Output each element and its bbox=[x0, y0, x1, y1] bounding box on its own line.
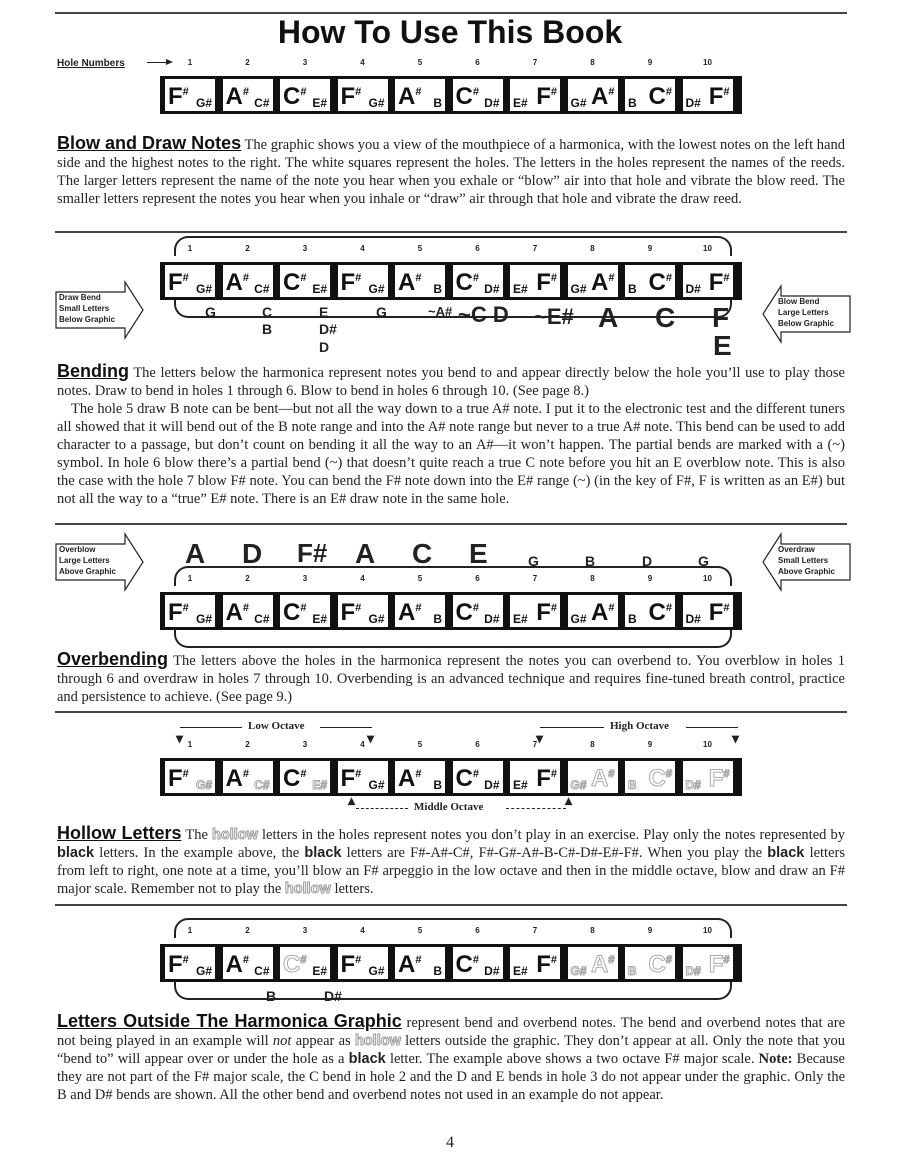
draw-note-3: E# bbox=[312, 612, 327, 626]
harmonica-comb bbox=[160, 262, 742, 300]
blow-note-8: A# bbox=[591, 765, 615, 792]
hole-number-3: 3 bbox=[302, 574, 308, 583]
hole-number-2: 2 bbox=[245, 244, 250, 253]
draw-note-6: D# bbox=[484, 964, 500, 978]
draw-note-6: D# bbox=[484, 282, 500, 296]
overdraw-hole7: G bbox=[528, 553, 539, 569]
hole-number-5: 5 bbox=[417, 58, 423, 67]
hole-number-2: 2 bbox=[245, 574, 250, 583]
blow-note-10: F# bbox=[708, 83, 730, 110]
blow-note-4: F# bbox=[340, 599, 362, 626]
hole-6 bbox=[453, 761, 503, 793]
hole-number-9: 9 bbox=[647, 926, 653, 935]
blow-note-5: A# bbox=[398, 83, 422, 110]
blow-note-10: F# bbox=[708, 269, 730, 296]
hollow-text-c: letters. In the example above, the bbox=[94, 845, 305, 861]
bend-shown-b: B bbox=[266, 988, 277, 1004]
blow-note-7: F# bbox=[536, 269, 557, 296]
blow-note-6: C# bbox=[455, 765, 479, 792]
blow-note-9: C# bbox=[648, 269, 672, 296]
hole-10 bbox=[683, 79, 733, 111]
draw-note-4: G# bbox=[368, 964, 385, 978]
blow-note-6: C# bbox=[455, 599, 479, 626]
blow-note-1: F# bbox=[168, 765, 189, 792]
blow-note-5: A# bbox=[398, 951, 422, 978]
rule-1 bbox=[55, 231, 847, 233]
outside-text-e: Because they are not part of the F# major scale, the C bend in hole 2 and the D and E bends in hole 3 do not appear under the graphic. Only the B and D# bends are shown. All the other bend and overbend notes not used in an example do not appear. bbox=[57, 1051, 845, 1103]
overdraw-label-1: Overdraw bbox=[778, 545, 815, 554]
blow-note-4: F# bbox=[340, 951, 362, 978]
bend-hole6: ~C D bbox=[458, 302, 509, 327]
blow-draw-heading: Blow and Draw Notes bbox=[57, 133, 242, 153]
hole-number-6: 6 bbox=[475, 58, 480, 67]
hollow-paragraph bbox=[57, 824, 845, 898]
blow-note-8: A# bbox=[591, 951, 615, 978]
low-octave-label: Low Octave bbox=[248, 720, 305, 732]
blow-note-1: F# bbox=[168, 599, 189, 626]
draw-note-1: G# bbox=[195, 282, 212, 296]
hole-number-8: 8 bbox=[590, 574, 595, 583]
hollow-text-a: The bbox=[181, 827, 212, 843]
harmonica-graphic-outside bbox=[160, 926, 742, 984]
draw-note-1: G# bbox=[195, 964, 212, 978]
hole-9 bbox=[625, 265, 675, 297]
hole-7 bbox=[510, 79, 560, 111]
hole-9 bbox=[625, 761, 675, 793]
hole-number-1: 1 bbox=[187, 574, 193, 583]
hole-number-4: 4 bbox=[360, 740, 365, 749]
draw-note-4: G# bbox=[368, 282, 385, 296]
harmonica-comb bbox=[160, 758, 742, 796]
hole-4 bbox=[338, 595, 388, 627]
hole-number-8: 8 bbox=[590, 740, 595, 749]
overdraw-hole8: B bbox=[585, 553, 596, 569]
hole-number-7: 7 bbox=[532, 244, 538, 253]
black-word-1: black bbox=[57, 845, 95, 861]
overblow-hole3: F# bbox=[297, 538, 328, 568]
draw-note-3: E# bbox=[312, 964, 327, 978]
hole-3 bbox=[280, 265, 330, 297]
black-word-4: black bbox=[348, 1051, 386, 1067]
overblow-hole2: D bbox=[242, 538, 263, 569]
hole-1 bbox=[165, 761, 215, 793]
hole-3 bbox=[280, 79, 330, 111]
hole-number-8: 8 bbox=[590, 58, 595, 67]
blow-note-10: F# bbox=[708, 599, 730, 626]
hollow-word-2: hollow bbox=[284, 881, 331, 897]
draw-note-4: G# bbox=[368, 96, 385, 110]
hole-number-1: 1 bbox=[187, 58, 193, 67]
outside-heading: Letters Outside The Harmonica Graphic bbox=[57, 1011, 402, 1031]
hollow-text-e: letters from left to right, one note at a time, you’ll blow an F# arpeggio in the low octave and then in the middle octave, blow and draw an F# major scale. Remember not to play the bbox=[57, 845, 845, 897]
hole-1 bbox=[165, 79, 215, 111]
bending-paragraph-1 bbox=[57, 362, 845, 400]
harmonica-comb bbox=[160, 592, 742, 630]
draw-note-6: D# bbox=[484, 612, 500, 626]
overdraw-hole10: G bbox=[698, 553, 709, 569]
draw-note-5: B bbox=[433, 964, 442, 978]
hole-10 bbox=[683, 265, 733, 297]
overbending-paragraph bbox=[57, 650, 845, 706]
rule-4 bbox=[55, 904, 847, 906]
hole-4 bbox=[338, 761, 388, 793]
hole-6 bbox=[453, 947, 503, 979]
draw-bend-label-3: Below Graphic bbox=[59, 315, 116, 324]
hole-number-7: 7 bbox=[532, 58, 538, 67]
hole-number-8: 8 bbox=[590, 244, 595, 253]
hole-10 bbox=[683, 761, 733, 793]
overdraw-label-2: Small Letters bbox=[778, 556, 829, 565]
hole-7 bbox=[510, 265, 560, 297]
hole-number-5: 5 bbox=[417, 574, 423, 583]
overblow-label-3: Above Graphic bbox=[59, 567, 116, 576]
blow-note-10: F# bbox=[708, 951, 730, 978]
blow-draw-text: The graphic shows you a view of the mouthpiece of a harmonica, with the lowest notes on the left hand side and the highest notes to the right. The white squares represent the holes. The letters in the holes represent the names of the reeds. The larger letters represent the name of the note you hear when you exhale or “blow” air into that hole and vibrate the blow reed. The smaller letters represent the notes you hear when you inhale or “draw” air through that hole and vibrate the draw reed. bbox=[57, 137, 845, 207]
hole-number-5: 5 bbox=[417, 740, 423, 749]
hole-8 bbox=[568, 79, 618, 111]
draw-note-1: G# bbox=[195, 778, 212, 792]
harmonica-cover-bottom bbox=[174, 300, 732, 318]
bend-hole2-b: B bbox=[262, 321, 273, 337]
harmonica-graphic-basic bbox=[160, 58, 742, 116]
draw-note-10: D# bbox=[685, 964, 701, 978]
blow-note-7: F# bbox=[536, 599, 557, 626]
blow-note-4: F# bbox=[340, 83, 362, 110]
overbending-text: The letters above the holes in the harmonica represent the notes you can overbend to. You overblow in holes 1 through 6 and overdraw in holes 7 through 10. Overbending is an advanced technique and requires fine-tuned breath control, practice and persistence to achieve. (See page 9.) bbox=[57, 653, 845, 705]
hole-2 bbox=[223, 79, 273, 111]
hole-2 bbox=[223, 595, 273, 627]
hole-5 bbox=[395, 761, 445, 793]
draw-note-7: E# bbox=[513, 778, 528, 792]
blow-note-2: A# bbox=[225, 951, 249, 978]
hole-4 bbox=[338, 265, 388, 297]
hole-5 bbox=[395, 947, 445, 979]
hole-8 bbox=[568, 595, 618, 627]
hole-4 bbox=[338, 79, 388, 111]
draw-note-3: E# bbox=[312, 778, 327, 792]
harmonica-cover-bottom bbox=[174, 982, 732, 1000]
blow-note-8: A# bbox=[591, 269, 615, 296]
outside-text-a: represent bend and overbend notes. The bend and overbend notes that are not being played in an example will bbox=[57, 1015, 845, 1049]
blow-note-6: C# bbox=[455, 269, 479, 296]
hole-number-6: 6 bbox=[475, 574, 480, 583]
hole-number-8: 8 bbox=[590, 926, 595, 935]
black-word-3: black bbox=[767, 845, 805, 861]
hole-number-4: 4 bbox=[360, 244, 365, 253]
draw-note-8: G# bbox=[570, 96, 587, 110]
hole-number-2: 2 bbox=[245, 740, 250, 749]
hole-9 bbox=[625, 947, 675, 979]
bend-hole10: F bbox=[712, 302, 730, 333]
draw-note-3: E# bbox=[312, 96, 327, 110]
overblow-hole4: A bbox=[355, 538, 376, 569]
hole-3 bbox=[280, 595, 330, 627]
blow-note-7: F# bbox=[536, 83, 557, 110]
hole-number-7: 7 bbox=[532, 740, 538, 749]
hole-5 bbox=[395, 265, 445, 297]
outside-text-d: letter. The example above shows a two octave F# major scale. bbox=[385, 1051, 759, 1067]
high-octave-label: High Octave bbox=[610, 720, 669, 732]
blow-note-5: A# bbox=[398, 269, 422, 296]
blow-note-2: A# bbox=[225, 269, 249, 296]
hole-number-10: 10 bbox=[703, 926, 712, 935]
harmonica-comb bbox=[160, 76, 742, 114]
draw-note-6: D# bbox=[484, 96, 500, 110]
blow-note-3: C# bbox=[283, 951, 307, 978]
hole-number-4: 4 bbox=[360, 58, 365, 67]
draw-bend-arrow bbox=[55, 280, 141, 336]
hole-5 bbox=[395, 79, 445, 111]
hole-number-1: 1 bbox=[187, 244, 193, 253]
outside-paragraph bbox=[57, 1012, 845, 1104]
outside-text-c: letters outside the graphic. They don’t appear at all. Only the note that you “bend to” will appear over or under the hole as a bbox=[57, 1033, 846, 1067]
blow-note-3: C# bbox=[283, 83, 307, 110]
blow-note-2: A# bbox=[225, 765, 249, 792]
hole-6 bbox=[453, 595, 503, 627]
draw-note-8: G# bbox=[570, 282, 587, 296]
bend-shown-dsharp: D# bbox=[324, 988, 342, 1004]
draw-note-2: C# bbox=[254, 778, 270, 792]
not-word: not bbox=[272, 1033, 292, 1049]
hole-number-10: 10 bbox=[703, 58, 712, 67]
hole-5 bbox=[395, 595, 445, 627]
hole-number-9: 9 bbox=[647, 740, 653, 749]
hole-number-3: 3 bbox=[302, 58, 308, 67]
draw-bend-label-2: Small Letters bbox=[59, 304, 110, 313]
draw-note-1: G# bbox=[195, 96, 212, 110]
overdraw-arrow bbox=[762, 532, 848, 588]
hole-8 bbox=[568, 761, 618, 793]
hole-numbers-label: Hole Numbers bbox=[57, 58, 125, 69]
draw-note-8: G# bbox=[570, 612, 587, 626]
blow-note-9: C# bbox=[648, 951, 672, 978]
bend-hole3-b: D# bbox=[319, 321, 337, 337]
hole-9 bbox=[625, 79, 675, 111]
blow-draw-paragraph bbox=[57, 134, 845, 208]
hole-1 bbox=[165, 595, 215, 627]
harmonica-graphic-bending bbox=[160, 244, 742, 302]
blow-bend-label-1: Blow Bend bbox=[778, 297, 820, 306]
overblow-hole5: C bbox=[412, 538, 433, 569]
hole-number-4: 4 bbox=[360, 926, 365, 935]
hole-number-2: 2 bbox=[245, 58, 250, 67]
draw-note-5: B bbox=[433, 96, 442, 110]
hole-8 bbox=[568, 947, 618, 979]
outside-text-b: appear as bbox=[291, 1033, 355, 1049]
harmonica-comb bbox=[160, 944, 742, 982]
hole-9 bbox=[625, 595, 675, 627]
rule-3 bbox=[55, 711, 847, 713]
blow-note-9: C# bbox=[648, 765, 672, 792]
hole-7 bbox=[510, 947, 560, 979]
draw-note-9: B bbox=[628, 612, 637, 626]
hole-1 bbox=[165, 265, 215, 297]
hole-7 bbox=[510, 595, 560, 627]
blow-note-9: C# bbox=[648, 83, 672, 110]
hollow-text-b: letters in the holes represent notes you don’t play in an exercise. Play only the notes represented by bbox=[257, 827, 845, 843]
hole-number-5: 5 bbox=[417, 926, 423, 935]
overdraw-label-3: Above Graphic bbox=[778, 567, 835, 576]
middle-octave-label: Middle Octave bbox=[414, 801, 484, 813]
blow-note-3: C# bbox=[283, 765, 307, 792]
bend-hole4: G bbox=[376, 304, 387, 320]
bending-text-1: The letters below the harmonica represent notes you bend to and appear directly below the hole you’ll use to play those notes. Draw to bend in holes 1 through 6. Blow to bend in holes 6 through 10. (See page 8.) bbox=[57, 365, 845, 399]
hole-2 bbox=[223, 265, 273, 297]
bend-hole8: A bbox=[598, 302, 619, 333]
draw-note-4: G# bbox=[368, 778, 385, 792]
draw-note-7: E# bbox=[513, 612, 528, 626]
overblow-label-1: Overblow bbox=[59, 545, 96, 554]
bend-hole3: E bbox=[319, 304, 329, 320]
overbending-heading: Overbending bbox=[57, 649, 169, 669]
note-label: Note: bbox=[758, 1051, 793, 1067]
draw-note-5: B bbox=[433, 282, 442, 296]
blow-note-3: C# bbox=[283, 599, 307, 626]
hole-number-3: 3 bbox=[302, 926, 308, 935]
hole-number-3: 3 bbox=[302, 740, 308, 749]
hollow-word: hollow bbox=[212, 827, 258, 843]
draw-note-8: G# bbox=[570, 778, 587, 792]
draw-note-3: E# bbox=[312, 282, 327, 296]
draw-note-9: B bbox=[628, 778, 637, 792]
draw-note-5: B bbox=[433, 612, 442, 626]
hole-4 bbox=[338, 947, 388, 979]
bend-hole1: G bbox=[205, 304, 216, 320]
blow-bend-label-3: Below Graphic bbox=[778, 319, 835, 328]
hole-10 bbox=[683, 947, 733, 979]
overblow-hole1: A bbox=[185, 538, 206, 569]
hole-number-9: 9 bbox=[647, 244, 653, 253]
hole-3 bbox=[280, 761, 330, 793]
blow-note-9: C# bbox=[648, 599, 672, 626]
bend-hole5: ~A# bbox=[428, 304, 453, 319]
draw-note-7: E# bbox=[513, 964, 528, 978]
black-word-2: black bbox=[304, 845, 342, 861]
overblow-hole6: E bbox=[469, 538, 488, 569]
draw-note-10: D# bbox=[685, 778, 701, 792]
hole-3 bbox=[280, 947, 330, 979]
blow-note-3: C# bbox=[283, 269, 307, 296]
page-number: 4 bbox=[446, 1134, 454, 1151]
overblow-arrow bbox=[55, 532, 141, 588]
bend-hole9: C bbox=[655, 302, 676, 333]
draw-bend-label-1: Draw Bend bbox=[59, 293, 101, 302]
hole-number-4: 4 bbox=[360, 574, 365, 583]
blow-note-5: A# bbox=[398, 599, 422, 626]
hole-6 bbox=[453, 265, 503, 297]
hole-1 bbox=[165, 947, 215, 979]
blow-note-7: F# bbox=[536, 951, 557, 978]
bend-hole3-c: D bbox=[319, 339, 330, 355]
hole-number-1: 1 bbox=[187, 926, 193, 935]
hole-2 bbox=[223, 761, 273, 793]
hole-10 bbox=[683, 595, 733, 627]
draw-note-9: B bbox=[628, 964, 637, 978]
draw-note-2: C# bbox=[254, 282, 270, 296]
bending-heading: Bending bbox=[57, 361, 129, 381]
draw-note-7: E# bbox=[513, 282, 528, 296]
blow-note-6: C# bbox=[455, 83, 479, 110]
draw-note-2: C# bbox=[254, 964, 270, 978]
blow-note-1: F# bbox=[168, 269, 189, 296]
blow-note-8: A# bbox=[591, 599, 615, 626]
hollow-heading: Hollow Letters bbox=[57, 823, 182, 843]
rule-2 bbox=[55, 523, 847, 525]
blow-note-1: F# bbox=[168, 83, 189, 110]
draw-note-4: G# bbox=[368, 612, 385, 626]
blow-note-4: F# bbox=[340, 765, 362, 792]
hole-number-9: 9 bbox=[647, 58, 653, 67]
hole-number-6: 6 bbox=[475, 244, 480, 253]
hole-number-9: 9 bbox=[647, 574, 653, 583]
hole-number-7: 7 bbox=[532, 926, 538, 935]
hollow-text-d: letters are F#-A#-C#, F#-G#-A#-B-C#-D#-E#-F#. When you play the bbox=[341, 845, 768, 861]
bending-paragraph-2: The hole 5 draw B note can be bent—but not all the way down to a true A# note. I put it to the electronic test and the different tuners all showed that it will bend out of the B note range and into the A# note range but never to a true A# note. This bend can be used to add character to a passage, but don’t count on bending it all the way to an A#—it won’t happen. The partial bends are marked with a (~) symbol. In hole 6 blow there’s a partial bend (~) that doesn’t quite reach a true C note before you hit an E overblow note. This is also the case with the hole 7 blow F# note. You can bend the F# note down into the E# range (~) (in the key of F#, F is written as an E#) but not all the way to a “true” E# note. There is an E# draw note in the same hole. bbox=[57, 401, 845, 507]
blow-note-1: F# bbox=[168, 951, 189, 978]
blow-note-7: F# bbox=[536, 765, 557, 792]
blow-note-10: F# bbox=[708, 765, 730, 792]
hollow-text-f: letters. bbox=[330, 881, 374, 897]
overblow-label-2: Large Letters bbox=[59, 556, 110, 565]
blow-bend-label-2: Large Letters bbox=[778, 308, 829, 317]
blow-note-2: A# bbox=[225, 599, 249, 626]
page-title: How To Use This Book bbox=[277, 14, 623, 50]
draw-note-2: C# bbox=[254, 96, 270, 110]
draw-note-5: B bbox=[433, 778, 442, 792]
hole-number-7: 7 bbox=[532, 574, 538, 583]
bend-hole10-b: E bbox=[713, 330, 732, 361]
draw-note-1: G# bbox=[195, 612, 212, 626]
draw-note-2: C# bbox=[254, 612, 270, 626]
hole-number-10: 10 bbox=[703, 574, 712, 583]
draw-note-10: D# bbox=[685, 96, 701, 110]
draw-note-10: D# bbox=[685, 282, 701, 296]
hole-number-6: 6 bbox=[475, 740, 480, 749]
blow-note-8: A# bbox=[591, 83, 615, 110]
harmonica-graphic-overbending bbox=[160, 574, 742, 632]
harmonica-graphic-hollow bbox=[160, 740, 742, 798]
blow-bend-arrow bbox=[762, 284, 848, 340]
draw-note-9: B bbox=[628, 282, 637, 296]
hole-number-10: 10 bbox=[703, 740, 712, 749]
draw-note-10: D# bbox=[685, 612, 701, 626]
hollow-word-3: hollow bbox=[354, 1033, 401, 1049]
hole-number-3: 3 bbox=[302, 244, 308, 253]
blow-note-6: C# bbox=[455, 951, 479, 978]
hole-number-6: 6 bbox=[475, 926, 480, 935]
draw-note-9: B bbox=[628, 96, 637, 110]
bend-hole2: C bbox=[262, 304, 273, 320]
hole-7 bbox=[510, 761, 560, 793]
hole-number-1: 1 bbox=[187, 740, 193, 749]
hole-number-2: 2 bbox=[245, 926, 250, 935]
blow-note-5: A# bbox=[398, 765, 422, 792]
hole-2 bbox=[223, 947, 273, 979]
hole-number-5: 5 bbox=[417, 244, 423, 253]
hole-6 bbox=[453, 79, 503, 111]
hole-number-10: 10 bbox=[703, 244, 712, 253]
hole-8 bbox=[568, 265, 618, 297]
draw-note-7: E# bbox=[513, 96, 528, 110]
harmonica-cover-bottom bbox=[174, 630, 732, 648]
blow-note-4: F# bbox=[340, 269, 362, 296]
draw-note-8: G# bbox=[570, 964, 587, 978]
bend-hole7: ~E# bbox=[534, 304, 574, 329]
overdraw-hole9: D bbox=[642, 553, 653, 569]
draw-note-6: D# bbox=[484, 778, 500, 792]
blow-note-2: A# bbox=[225, 83, 249, 110]
